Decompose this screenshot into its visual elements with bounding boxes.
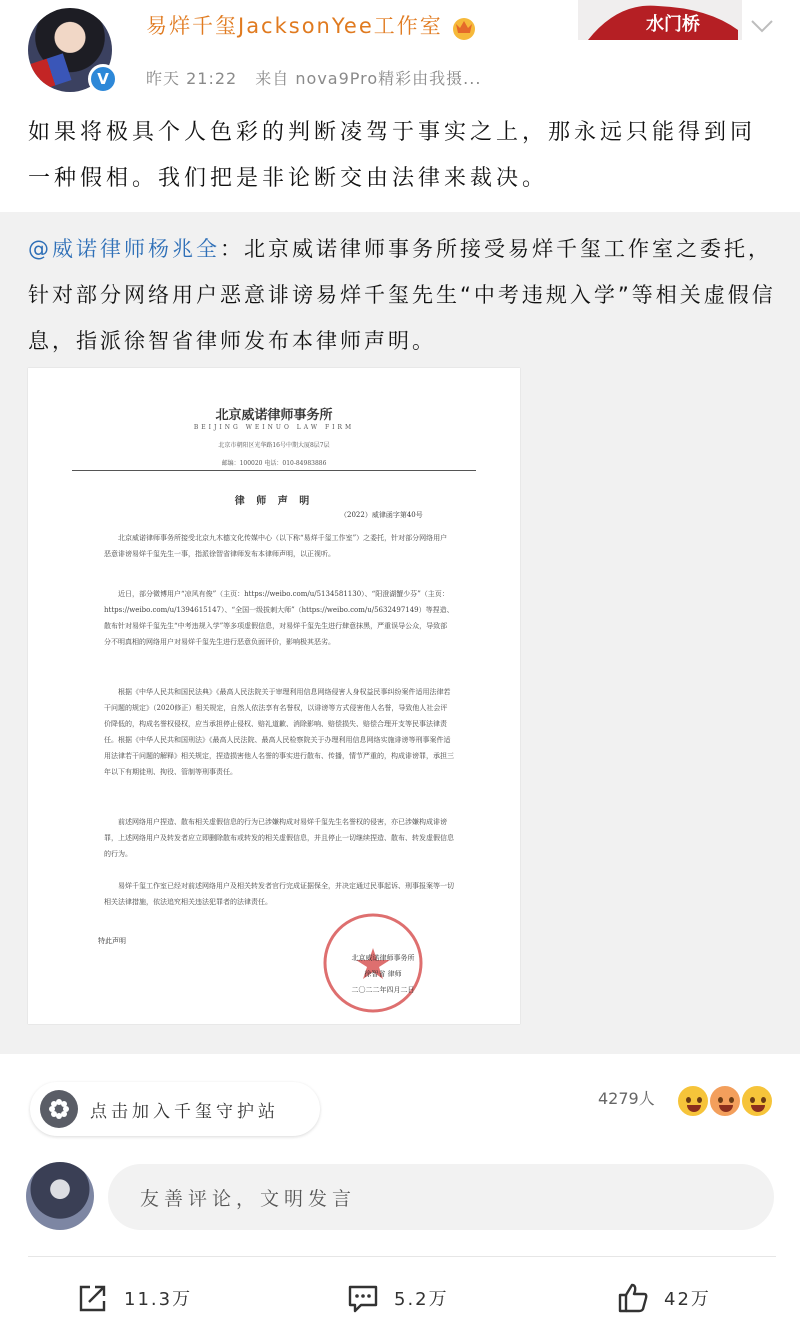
- repost-body: ：北京威诺律师事务所接受易烊千玺工作室之委托，针对部分网络用户恶意诽谤易烊千玺先生“中考违规入学”等相关虚假信息，指派徐智省律师发布本律师声明。: [28, 237, 776, 353]
- statement-image[interactable]: [28, 368, 520, 1024]
- post-time: 昨天 21:22: [146, 69, 238, 88]
- comment-button[interactable]: [346, 1278, 449, 1318]
- doc-signature-block: [318, 950, 448, 998]
- post-source[interactable]: 来自 nova9Pro精彩由我摄...: [255, 69, 482, 88]
- doc-closing: 特此声明: [98, 937, 126, 945]
- like-count: 42万: [664, 1289, 711, 1310]
- comment-icon: [346, 1281, 380, 1315]
- post-meta: [146, 66, 493, 89]
- crying-emoji-icon[interactable]: [676, 1084, 710, 1118]
- banner-text: 水门桥: [646, 14, 700, 35]
- post-text: 如果将极具个人色彩的判断凌驾于事实之上，那永远只能得到同一种假相。我们把是非论断交由法律来裁决。: [28, 120, 757, 191]
- doc-paragraph: 近日，部分微博用户“凉风有俊”（主页：https://weibo.com/u/5134581130）、“阳澄湖蟹少芬”（主页：https://weibo.com/u/1394615147）、“全国一级拔刺大师”（https://weibo.com/u/5632497149）等捏造、散布针对易烊千玺先生“中考违规入学”等多项虚假信息，对易烊千玺先生进行肆意抹黑，严重误导公众，导致部分不明真相的网络用户对易烊千玺先生进行恶意负面评价，影响极其恶劣。: [104, 590, 454, 646]
- post-header: [0, 0, 800, 100]
- doc-signer-name: 徐智省 律师: [364, 970, 402, 978]
- chevron-down-icon[interactable]: [748, 16, 776, 36]
- repost-card[interactable]: [0, 212, 800, 1054]
- author-name-row[interactable]: [146, 10, 479, 40]
- join-fan-club-button[interactable]: [30, 1082, 320, 1136]
- share-count: 11.3万: [124, 1289, 193, 1310]
- doc-firm-name: 北京威诺律师事务所: [215, 408, 333, 423]
- flower-icon: [40, 1090, 78, 1128]
- doc-divider: [72, 470, 476, 471]
- doc-contact: 邮编：100020 电话：010-84983886: [221, 460, 327, 467]
- divider: [28, 1256, 776, 1257]
- comment-count: 5.2万: [394, 1289, 449, 1310]
- like-button[interactable]: [616, 1278, 711, 1318]
- smile-emoji-icon[interactable]: [740, 1084, 774, 1118]
- mention-link[interactable]: @威诺律师杨兆全: [28, 237, 220, 261]
- kiss-emoji-icon[interactable]: [708, 1084, 742, 1118]
- doc-paragraph: 前述网络用户捏造、散布相关虚假信息的行为已涉嫌构成对易烊千玺先生名誉权的侵害，亦已涉嫌构成诽谤罪，上述网络用户及转发者应立即删除散布或转发的相关虚假信息，并且停止一切继续捏造、散布、转发虚假信息的行为。: [104, 818, 454, 858]
- doc-ref-number: （2022）威律函字第40号: [340, 511, 423, 519]
- reaction-count[interactable]: 4279人: [598, 1089, 655, 1108]
- doc-title: 律 师 声 明: [234, 496, 314, 507]
- crown-icon: [449, 14, 479, 40]
- user-avatar[interactable]: [26, 1162, 94, 1230]
- doc-paragraph: 根据《中华人民共和国民法典》《最高人民法院关于审理利用信息网络侵害人身权益民事纠纷案件适用法律若干问题的规定》（2020修正）相关规定，自然人依法享有名誉权，以诽谤等方式侵害他人名誉，导致他人社会评价降低的，构成名誉权侵权，应当承担停止侵权、赔礼道歉、消除影响、赔偿损失、赔偿合理开支等民事法律责任。根据《中华人民共和国刑法》《最高人民法院、最高人民检察院关于办理利用信息网络实施诽谤等刑事案件适用法律若干问题的解释》相关规定，捏造损害他人名誉的事实进行散布、传播，情节严重的，构成诽谤罪，承担三年以下有期徒刑、拘役、管制等刑事责任。: [104, 688, 454, 776]
- doc-address: 北京市朝阳区光华路16号中期大厦8层7层: [218, 442, 330, 449]
- movie-banner[interactable]: [578, 0, 742, 40]
- author-name[interactable]: 易烊千玺JacksonYee工作室: [146, 14, 443, 38]
- share-button[interactable]: [76, 1278, 192, 1318]
- doc-signer-firm: 北京威诺律师事务所: [351, 954, 415, 962]
- share-icon: [76, 1281, 110, 1315]
- doc-date: 二〇二二年四月二日: [351, 986, 415, 994]
- doc-paragraph: 北京威诺律师事务所接受北京九木德文化传媒中心（以下称“易烊千玺工作室”）之委托，针对部分网络用户恶意诽谤易烊千玺先生一事，指派徐智省律师发布本律师声明，以正视听。: [104, 534, 448, 558]
- verified-badge-icon: V: [88, 64, 118, 94]
- doc-paragraph: 易烊千玺工作室已经对前述网络用户及相关转发者官行完成证据保全，并决定通过民事起诉、刑事报案等一切相关法律措施，依法追究相关违法犯罪者的法律责任。: [104, 882, 454, 906]
- thumbs-up-icon: [616, 1281, 650, 1315]
- repost-text: [28, 226, 778, 364]
- doc-firm-english: BEIJING WEINUO LAW FIRM: [193, 424, 355, 431]
- join-fan-club-label: 点击加入千玺守护站: [90, 1101, 279, 1122]
- comment-input[interactable]: 友善评论，文明发言: [108, 1164, 774, 1230]
